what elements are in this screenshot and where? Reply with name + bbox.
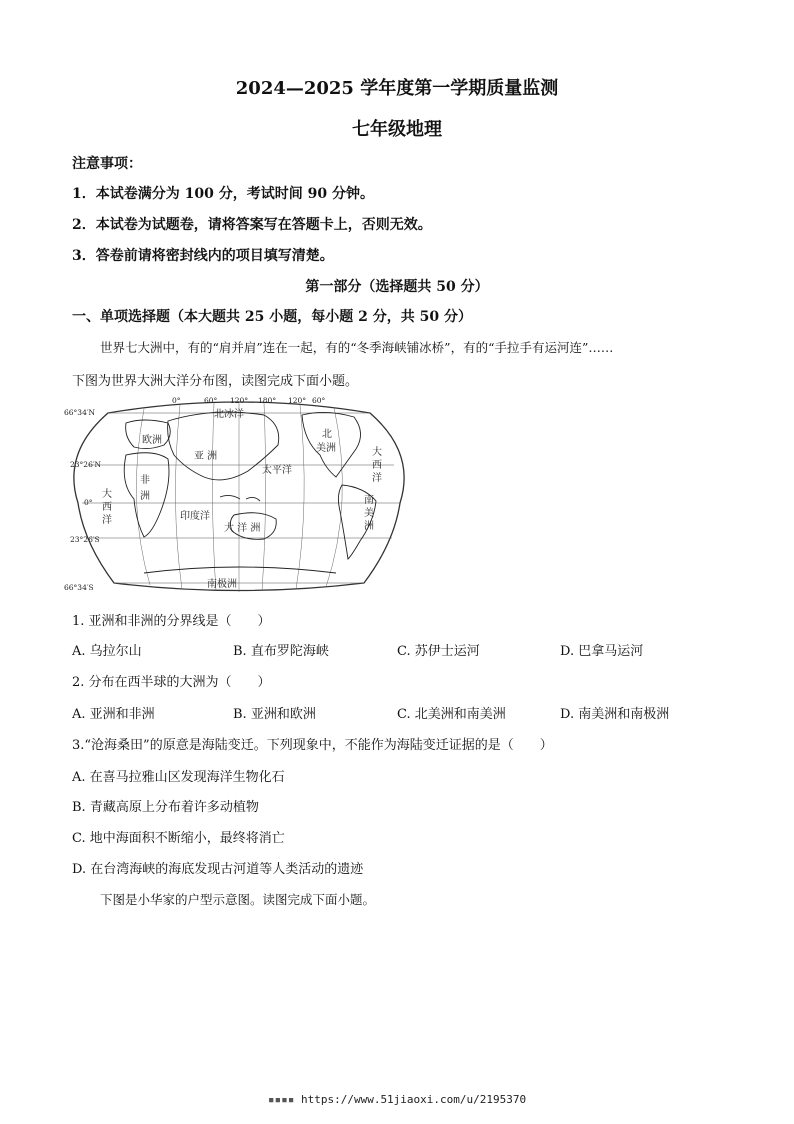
notice-item-1: 1．本试卷满分为 100 分，考试时间 90 分钟。 — [72, 186, 374, 202]
label-pacific-ocean: 太平洋 — [262, 465, 292, 476]
q1-option-d[interactable]: D. 巴拿马运河 — [560, 644, 644, 659]
question-2-stem: 2. 分布在西半球的大洲为（ ） — [72, 675, 271, 690]
part-title: 第一部分（选择题共 50 分） — [305, 279, 489, 295]
q3-option-c[interactable]: C. 地中海面积不断缩小，最终将消亡 — [72, 831, 285, 846]
label-north-america-2: 美洲 — [316, 443, 336, 454]
notice-heading: 注意事项： — [72, 156, 142, 172]
label-atlantic-east-1: 大 — [372, 447, 382, 458]
notice-item-3: 3．答卷前请将密封线内的项目填写清楚。 — [72, 248, 334, 264]
lat-label-66s: 66°34′S — [64, 583, 94, 592]
question-3-stem: 3.“沧海桑田”的原意是海陆变迁。下列现象中，不能作为海陆变迁证据的是（ ） — [72, 738, 553, 753]
label-indian-ocean: 印度洋 — [180, 511, 210, 522]
label-atlantic-east-3: 洋 — [372, 473, 382, 484]
q2-option-c[interactable]: C. 北美洲和南美洲 — [397, 707, 506, 722]
label-north-america-1: 北 — [322, 429, 332, 440]
label-south-america-1: 南 — [364, 495, 374, 506]
label-south-america-2: 美 — [364, 508, 374, 519]
notice-item-2: 2．本试卷为试题卷，请将答案写在答题卡上，否则无效。 — [72, 217, 432, 233]
lat-label-0: 0° — [84, 498, 93, 507]
next-intro: 下图是小华家的户型示意图。读图完成下面小题。 — [100, 892, 376, 907]
label-atlantic-east-2: 西 — [372, 460, 382, 471]
exam-title: 2024—2025 学年度第一学期质量监测 — [235, 78, 559, 99]
question-1-stem: 1. 亚洲和非洲的分界线是（ ） — [72, 614, 271, 629]
label-oceania: 大 洋 洲 — [224, 523, 261, 534]
lon-label-0: 0° — [172, 396, 181, 405]
section-title: 一、单项选择题（本大题共 25 小题，每小题 2 分，共 50 分） — [72, 309, 472, 325]
q2-option-d[interactable]: D. 南美洲和南极洲 — [560, 707, 670, 722]
q3-option-d[interactable]: D. 在台湾海峡的海底发现古河道等人类活动的遗迹 — [72, 862, 364, 877]
lon-label-1: 60° — [204, 396, 218, 405]
lon-label-2: 120° — [230, 396, 249, 405]
label-atlantic-west-1: 大 — [102, 489, 112, 500]
label-atlantic-west-3: 洋 — [102, 515, 112, 526]
intro-line-2: 下图为世界大洲大洋分布图，读图完成下面小题。 — [72, 374, 359, 389]
lat-label-66n: 66°34′N — [64, 408, 96, 417]
q1-option-b[interactable]: B. 直布罗陀海峡 — [233, 644, 329, 659]
lon-label-3: 180° — [258, 396, 277, 405]
footer-url[interactable]: https://www.51jiaoxi.com/u/2195370 — [300, 1093, 527, 1106]
label-asia: 亚 洲 — [194, 451, 218, 462]
label-atlantic-west-2: 西 — [102, 502, 112, 513]
q1-option-a[interactable]: A. 乌拉尔山 — [72, 644, 142, 659]
q1-option-c[interactable]: C. 苏伊士运河 — [397, 644, 480, 659]
label-southern: 南极洲 — [207, 579, 237, 590]
footer-marker: ▪▪▪▪ — [267, 1093, 295, 1106]
q3-option-a[interactable]: A. 在喜马拉雅山区发现海洋生物化石 — [72, 770, 285, 785]
label-europe: 欧洲 — [142, 435, 162, 446]
lon-label-5: 60° — [312, 396, 326, 405]
exam-subtitle: 七年级地理 — [352, 119, 442, 140]
q3-option-b[interactable]: B. 青藏高原上分布着许多动植物 — [72, 800, 259, 815]
lon-label-4: 120° — [288, 396, 307, 405]
label-africa-1: 非 — [140, 475, 150, 486]
world-map — [64, 393, 414, 598]
intro-line-1: 世界七大洲中，有的“肩并肩”连在一起，有的“冬季海峡铺冰桥”，有的“手拉手有运河连”…… — [100, 340, 614, 355]
label-south-america-3: 洲 — [364, 521, 374, 532]
lat-label-23n: 23°26′N — [70, 460, 102, 469]
q2-option-a[interactable]: A. 亚洲和非洲 — [72, 707, 155, 722]
footer — [0, 1093, 794, 1106]
q2-option-b[interactable]: B. 亚洲和欧洲 — [233, 707, 316, 722]
lat-label-23s: 23°26′S — [70, 535, 100, 544]
label-africa-2: 洲 — [140, 491, 150, 502]
label-arctic-ocean: 北冰洋 — [214, 409, 244, 420]
